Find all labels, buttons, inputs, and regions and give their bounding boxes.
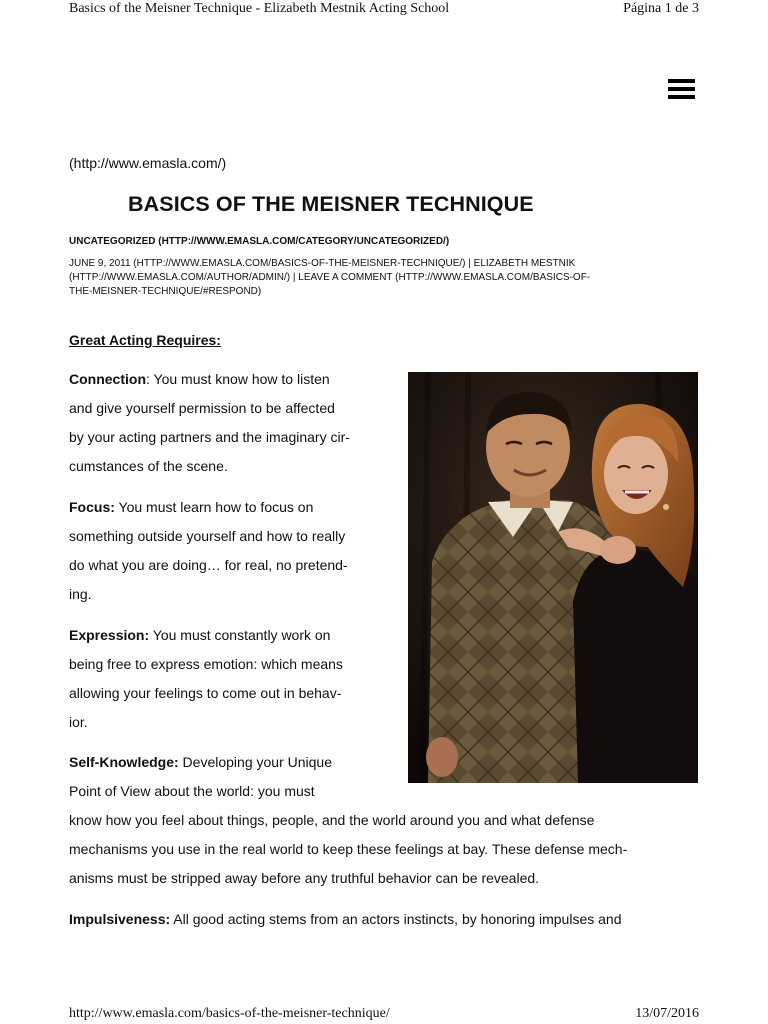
paragraph-text: You must learn how to focus on: [114, 499, 314, 515]
paragraph-text: anisms must be stripped away before any truthful behavior can be revealed.: [69, 870, 540, 886]
paragraph-impulsiveness: [69, 905, 622, 934]
print-footer: [69, 1005, 699, 1023]
print-header-title: Basics of the Meisner Technique - Elizabeth Mestnik Acting School: [69, 1, 450, 16]
print-header-page-number: Página 1 de 3: [623, 1, 699, 16]
paragraph-text: All good acting stems from an actors instincts, by honoring impulses and: [170, 911, 622, 927]
menu-bar: [668, 79, 695, 83]
term-label: Expression:: [69, 627, 150, 643]
actors-photo-image: [408, 372, 698, 783]
menu-bar: [668, 95, 695, 99]
paragraph-text: Point of View about the world: you must: [69, 783, 315, 799]
hamburger-menu-icon[interactable]: [668, 79, 695, 99]
print-header: [69, 0, 699, 18]
article-photo: [408, 372, 698, 783]
term-label: Connection: [69, 371, 146, 387]
paragraph-text: You must constantly work on: [149, 627, 331, 643]
article-title: BASICS OF THE MEISNER TECHNIQUE: [128, 192, 534, 216]
term-label: Focus:: [69, 499, 115, 515]
term-label: Impulsiveness:: [69, 911, 171, 927]
paragraph-text: Developing your Unique: [178, 754, 332, 770]
paragraph-expression: [69, 621, 343, 737]
article-meta-line[interactable]: THE-MEISNER-TECHNIQUE/#RESPOND): [69, 286, 262, 297]
paragraph-text: being free to express emotion: which means: [69, 656, 343, 672]
article-meta-line[interactable]: JUNE 9, 2011 (HTTP://WWW.EMASLA.COM/BASICS-OF-THE-MEISNER-TECHNIQUE/) | ELIZABETH MESTNIK: [69, 258, 576, 269]
article-category-link[interactable]: UNCATEGORIZED (HTTP://WWW.EMASLA.COM/CATEGORY/UNCATEGORIZED/): [69, 236, 450, 247]
paragraph-text: ior.: [69, 714, 88, 730]
section-subheading: Great Acting Requires:: [69, 332, 221, 348]
paragraph-text: allowing your feelings to come out in behav-: [69, 685, 342, 701]
paragraph-text: : You must know how to listen: [146, 371, 330, 387]
paragraph-text: cumstances of the scene.: [69, 458, 228, 474]
paragraph-text: ing.: [69, 586, 92, 602]
print-footer-date: 13/07/2016: [635, 1006, 699, 1021]
paragraph-text: do what you are doing… for real, no pretend-: [69, 557, 348, 573]
paragraph-connection: [69, 365, 350, 481]
print-footer-url: http://www.emasla.com/basics-of-the-meisner-technique/: [69, 1006, 390, 1021]
article-meta: [69, 257, 699, 299]
paragraph-focus: [69, 493, 348, 609]
paragraph-text: by your acting partners and the imaginary cir-: [69, 429, 350, 445]
term-label: Self-Knowledge:: [69, 754, 179, 770]
paragraph-text: mechanisms you use in the real world to keep these feelings at bay. These defense mech-: [69, 841, 628, 857]
paragraph-text: something outside yourself and how to really: [69, 528, 346, 544]
paragraph-text: know how you feel about things, people, and the world around you and what defense: [69, 812, 595, 828]
site-home-link[interactable]: (http://www.emasla.com/): [69, 155, 227, 171]
paragraph-self-knowledge: [69, 748, 627, 893]
article-meta-line[interactable]: (HTTP://WWW.EMASLA.COM/AUTHOR/ADMIN/) | LEAVE A COMMENT (HTTP://WWW.EMASLA.COM/BASICS-OF-: [69, 272, 591, 283]
menu-bar: [668, 87, 695, 91]
paragraph-text: and give yourself permission to be affected: [69, 400, 335, 416]
